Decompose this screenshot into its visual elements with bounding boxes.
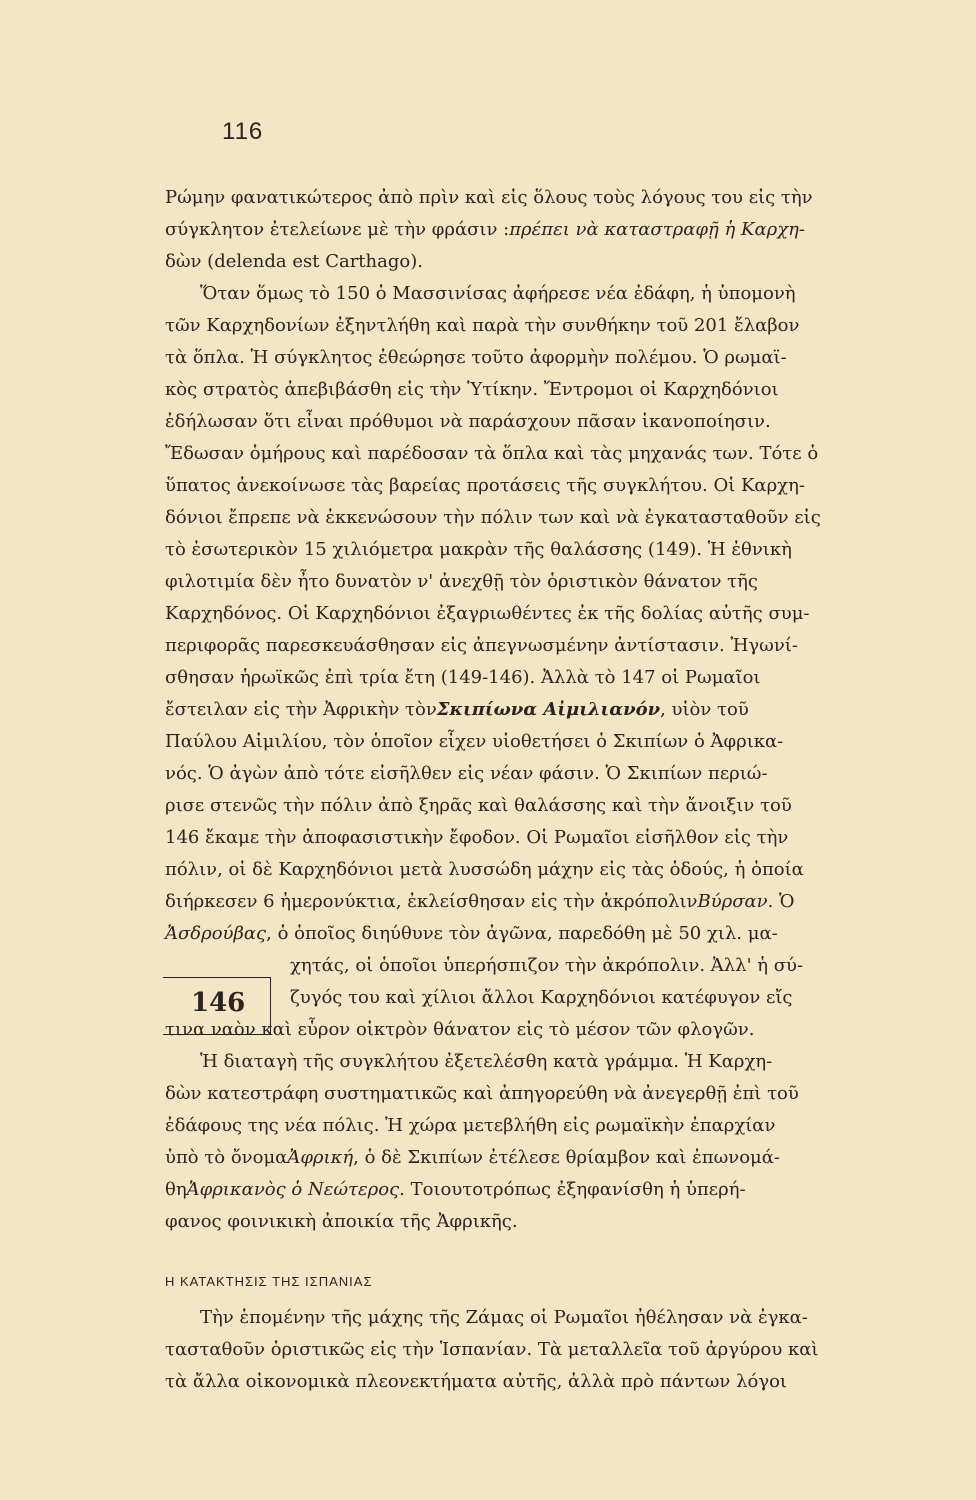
text-line: 146 ἔκαμε τὴν ἀποφασιστικὴν ἔφοδον. Οἱ Ρωμαῖοι εἰσῆλθον εἰς τὴν <box>165 827 789 848</box>
text-line: τὰ ἄλλα οἰκονομικὰ πλεονεκτήματα αὐτῆς, ἀλλὰ πρὸ πάντων λόγοι <box>165 1371 787 1392</box>
section-heading: Η ΚΑΤΑΚΤΗΣΙΣ ΤΗΣ ΙΣΠΑΝΙΑΣ <box>165 1274 373 1289</box>
text-line: Τὴν ἑπομένην τῆς μάχης τῆς Ζάμας οἱ Ρωμαῖοι ἠθέλησαν νὰ ἐγκα- <box>200 1307 808 1328</box>
text-line: νός. Ὁ ἀγὼν ἀπὸ τότε εἰσῆλθεν εἰς νέαν φάσιν. Ὁ Σκιπίων περιώ- <box>165 763 768 784</box>
text-line: δὼν (delenda est Carthago). <box>165 251 423 272</box>
text-line: χητάς, οἱ ὁποῖοι ὑπερήσπιζον τὴν ἀκρόπολιν. Ἀλλ' ἡ σύ- <box>290 955 804 976</box>
text-line: τὸ ἐσωτερικὸν 15 χιλιόμετρα μακρὰν τῆς θαλάσσης (149). Ἡ ἐθνικὴ <box>165 539 792 560</box>
text-line: Ρώμην φανατικώτερος ἀπὸ πρὶν καὶ εἰς ὅλους τοὺς λόγους του εἰς τὴν <box>165 187 813 208</box>
italic-phrase: Ἀφρικανὸς ὁ Νεώτερος <box>186 1179 400 1200</box>
text-line: ζυγός του καὶ χίλιοι ἄλλοι Καρχηδόνιοι κατέφυγον εἴς <box>290 987 793 1008</box>
text-line: θη Ἀφρικανὸς ὁ Νεώτερος . Τοιουτοτρόπως ἐξηφανίσθη ἡ ὑπερή- <box>165 1179 746 1200</box>
text-line: φανος φοινικικὴ ἀποικία τῆς Ἀφρικῆς. <box>165 1211 518 1232</box>
text-line: δόνιοι ἔπρεπε νὰ ἐκκενώσουν τὴν πόλιν των καὶ νὰ ἐγκατασταθοῦν εἰς <box>165 507 821 528</box>
text-line: τινα ναὸν καὶ εὗρον οἰκτρὸν θάνατον εἰς τὸ μέσον τῶν φλογῶν. <box>165 1019 755 1040</box>
italic-phrase: Σκιπίωνα Αἰμιλιανόν <box>436 699 661 720</box>
text-line: ἐδήλωσαν ὅτι εἶναι πρόθυμοι νὰ παράσχουν πᾶσαν ἱκανοποίησιν. <box>165 411 771 432</box>
text-line: δὼν κατεστράφη συστηματικῶς καὶ ἀπηγορεύθη νὰ ἀνεγερθῇ ἐπὶ τοῦ <box>165 1083 799 1104</box>
italic-phrase: Βύρσαν <box>697 891 768 912</box>
text-line: Παύλου Αἰμιλίου, τὸν ὁποῖον εἶχεν υἱοθετήσει ὁ Σκιπίων ὁ Ἀφρικα- <box>165 731 784 752</box>
text-line: σύγκλητον ἐτελείωνε μὲ τὴν φράσιν : πρέπει νὰ καταστραφῇ ἡ Καρχη- <box>165 219 805 240</box>
text-line: φιλοτιμία δὲν ἦτο δυνατὸν ν' ἀνεχθῇ τὸν ὁριστικὸν θάνατον τῆς <box>165 571 758 592</box>
text-line: πόλιν, οἱ δὲ Καρχηδόνιοι μετὰ λυσσώδη μάχην εἰς τὰς ὁδούς, ἡ ὁποία <box>165 859 804 880</box>
italic-phrase: πρέπει νὰ καταστραφῇ ἡ Καρχη- <box>509 219 805 240</box>
text-line: σθησαν ἡρωϊκῶς ἐπὶ τρία ἔτη (149-146). Ἀλλὰ τὸ 147 οἱ Ρωμαῖοι <box>165 667 761 688</box>
text-line: κὸς στρατὸς ἀπεβιβάσθη εἰς τὴν Ὑτίκην. Ἔντρομοι οἱ Καρχηδόνιοι <box>165 379 779 400</box>
text-line: ἔστειλαν εἰς τὴν Ἀφρικὴν τὸν Σκιπίωνα Αἰμιλιανόν , υἱὸν τοῦ <box>165 699 749 720</box>
text-line: περιφορᾶς παρεσκευάσθησαν εἰς ἀπεγνωσμένην ἀντίστασιν. Ἠγωνί- <box>165 635 798 656</box>
text-line: ἐδάφους της νέα πόλις. Ἡ χώρα μετεβλήθη εἰς ρωμαϊκὴν ἐπαρχίαν <box>165 1115 776 1136</box>
text-line: τασταθοῦν ὁριστικῶς εἰς τὴν Ἱσπανίαν. Τὰ μεταλλεῖα τοῦ ἀργύρου καὶ <box>165 1339 819 1360</box>
marginal-number: 146 <box>191 988 246 1018</box>
italic-phrase: Ἀσδρούβας <box>165 923 267 944</box>
text-line: διήρκεσεν 6 ἡμερονύκτια, ἐκλείσθησαν εἰς τὴν ἀκρόπολιν Βύρσαν . Ὁ <box>165 891 795 912</box>
text-line: Ἡ διαταγὴ τῆς συγκλήτου ἐξετελέσθη κατὰ γράμμα. Ἡ Καρχη- <box>200 1051 773 1072</box>
text-line: Ἔδωσαν ὁμήρους καὶ παρέδοσαν τὰ ὅπλα καὶ τὰς μηχανάς των. Τότε ὁ <box>165 443 819 464</box>
text-line: ὑπὸ τὸ ὄνομα Ἀφρική , ὁ δὲ Σκιπίων ἐτέλεσε θρίαμβον καὶ ἐπωνομά- <box>165 1147 780 1168</box>
text-line: τῶν Καρχηδονίων ἐξηντλήθη καὶ παρὰ τὴν συνθήκην τοῦ 201 ἔλαβον <box>165 315 800 336</box>
italic-phrase: Ἀφρική <box>287 1147 354 1168</box>
text-line: τὰ ὅπλα. Ἡ σύγκλητος ἐθεώρησε τοῦτο ἀφορμὴν πολέμου. Ὁ ρωμαϊ- <box>165 347 787 368</box>
page-number: 116 <box>222 118 264 145</box>
text-line: ρισε στενῶς τὴν πόλιν ἀπὸ ξηρᾶς καὶ θαλάσσης καὶ τὴν ἄνοιξιν τοῦ <box>165 795 792 816</box>
text-line: Καρχηδόνος. Οἱ Καρχηδόνιοι ἐξαγριωθέντες ἐκ τῆς δολίας αὐτῆς συμ- <box>165 603 810 624</box>
text-line: ὕπατος ἀνεκοίνωσε τὰς βαρείας προτάσεις τῆς συγκλήτου. Οἱ Καρχη- <box>165 475 805 496</box>
text-line: Ὅταν ὅμως τὸ 150 ὁ Μασσινίσας ἀφήρεσε νέα ἐδάφη, ἡ ὑπομονὴ <box>200 283 796 304</box>
text-line: Ἀσδρούβας , ὁ ὁποῖος διηύθυνε τὸν ἀγῶνα, παρεδόθη μὲ 50 χιλ. μα- <box>165 923 778 944</box>
